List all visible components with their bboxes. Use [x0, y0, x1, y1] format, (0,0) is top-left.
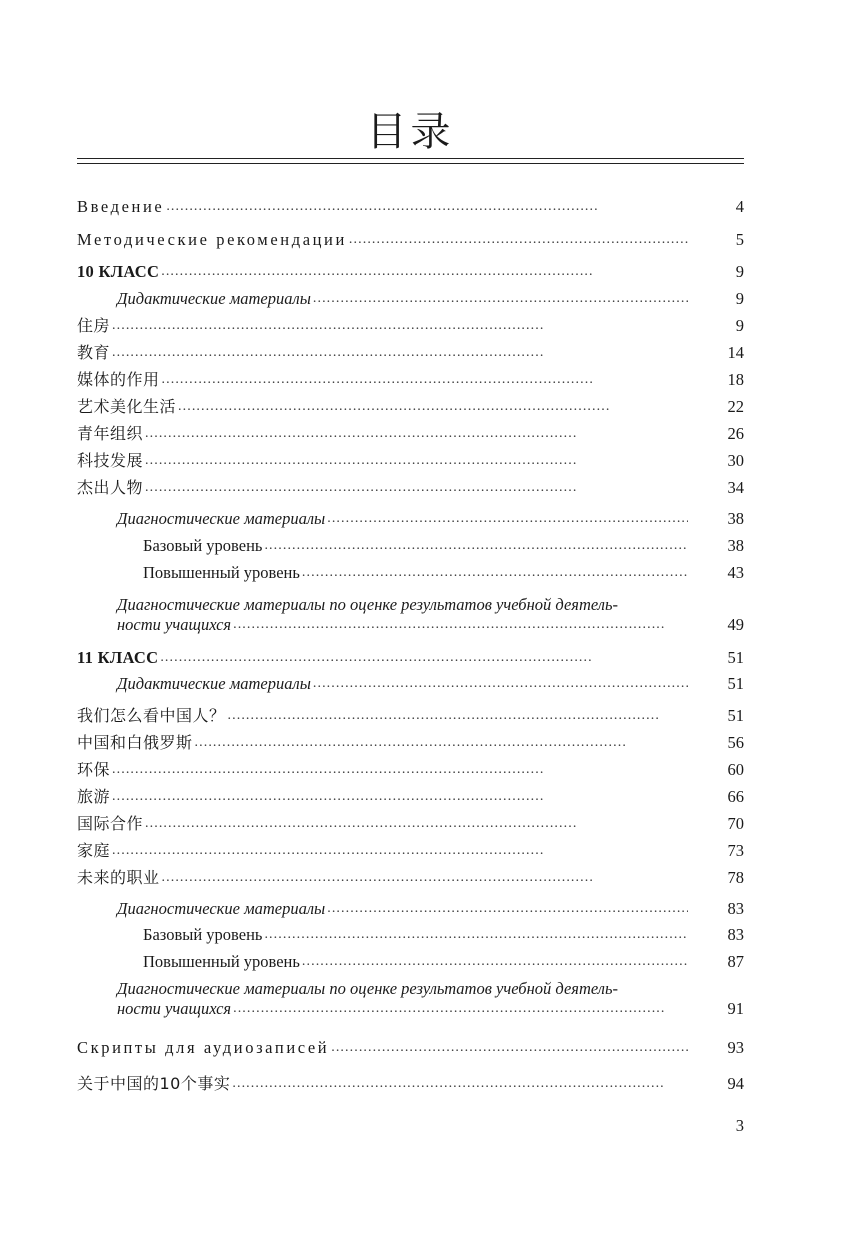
toc-entry-art[interactable]: 艺术美化生活 . . . 22: [77, 396, 744, 418]
title-rule-top: [77, 158, 744, 159]
toc-entry-class11[interactable]: 11 КЛАСС . . . 51: [77, 647, 744, 669]
toc-entry-class10[interactable]: 10 КЛАСС . . . 9: [77, 261, 744, 283]
toc-entry-family[interactable]: 家庭 . . . 73: [77, 840, 744, 862]
toc-entry-results-11[interactable]: ности учащихся . . . 91: [77, 998, 744, 1020]
page-title: 目录: [366, 109, 455, 155]
toc-entry-basic-level-11[interactable]: Базовый уровень . . . 83: [77, 924, 744, 946]
toc-entry-travel[interactable]: 旅游 . . . 66: [77, 786, 744, 808]
toc-entry-scripts[interactable]: Скрипты для аудиозаписей . . . 93: [77, 1037, 744, 1059]
toc-entry-china-belarus[interactable]: 中国和白俄罗斯 . . . 56: [77, 732, 744, 754]
page-number: 3: [735, 1116, 744, 1135]
toc-entry-didactic-11[interactable]: Дидактические материалы . . . 51: [77, 673, 744, 695]
toc-entry-results-10[interactable]: ности учащихся . . . 49: [77, 614, 744, 636]
toc-entry-advanced-level-11[interactable]: Повышенный уровень . . . 87: [77, 951, 744, 973]
toc-entry-diagnostic-10[interactable]: Диагностические материалы . . . 38: [77, 508, 744, 530]
toc-entry-advanced-level-10[interactable]: Повышенный уровень . . . 43: [77, 562, 744, 584]
toc-entry-method[interactable]: Методические рекомендации . . . 5: [77, 229, 744, 251]
toc-entry-didactic-10[interactable]: Дидактические материалы . . . 9: [77, 288, 744, 310]
toc-entry-environment[interactable]: 环保 . . . 60: [77, 759, 744, 781]
toc-entry-media[interactable]: 媒体的作用 . . . 18: [77, 369, 744, 391]
toc-entry-how-we-see-chinese[interactable]: 我们怎么看中国人？ . . . 51: [77, 705, 744, 727]
toc-entry-notable-people[interactable]: 杰出人物 . . . 34: [77, 477, 744, 499]
toc-entry-diagnostic-11[interactable]: Диагностические материалы . . . 83: [77, 898, 744, 920]
toc-entry-technology[interactable]: 科技发展 . . . 30: [77, 450, 744, 472]
toc-entry-intro[interactable]: Введение . . . 4: [77, 196, 744, 218]
toc-entry-intl-cooperation[interactable]: 国际合作 . . . 70: [77, 813, 744, 835]
toc-entry-results-10-line1: Диагностические материалы по оценке результатов учебной деятель-: [117, 595, 618, 614]
toc-entry-china-facts[interactable]: 关于中国的10个事实 . . . 94: [77, 1073, 744, 1095]
toc-entry-youth-org[interactable]: 青年组织 . . . 26: [77, 423, 744, 445]
toc-entry-future-career[interactable]: 未来的职业 . . . 78: [77, 867, 744, 889]
toc-entry-results-11-line1: Диагностические материалы по оценке результатов учебной деятель-: [117, 979, 618, 998]
toc-entry-basic-level-10[interactable]: Базовый уровень . . . 38: [77, 535, 744, 557]
title-rule-bottom: [77, 163, 744, 164]
toc-page: [77, 0, 744, 1240]
toc-entry-housing[interactable]: 住房 . . . 9: [77, 315, 744, 337]
toc-entry-education[interactable]: 教育 . . . 14: [77, 342, 744, 364]
